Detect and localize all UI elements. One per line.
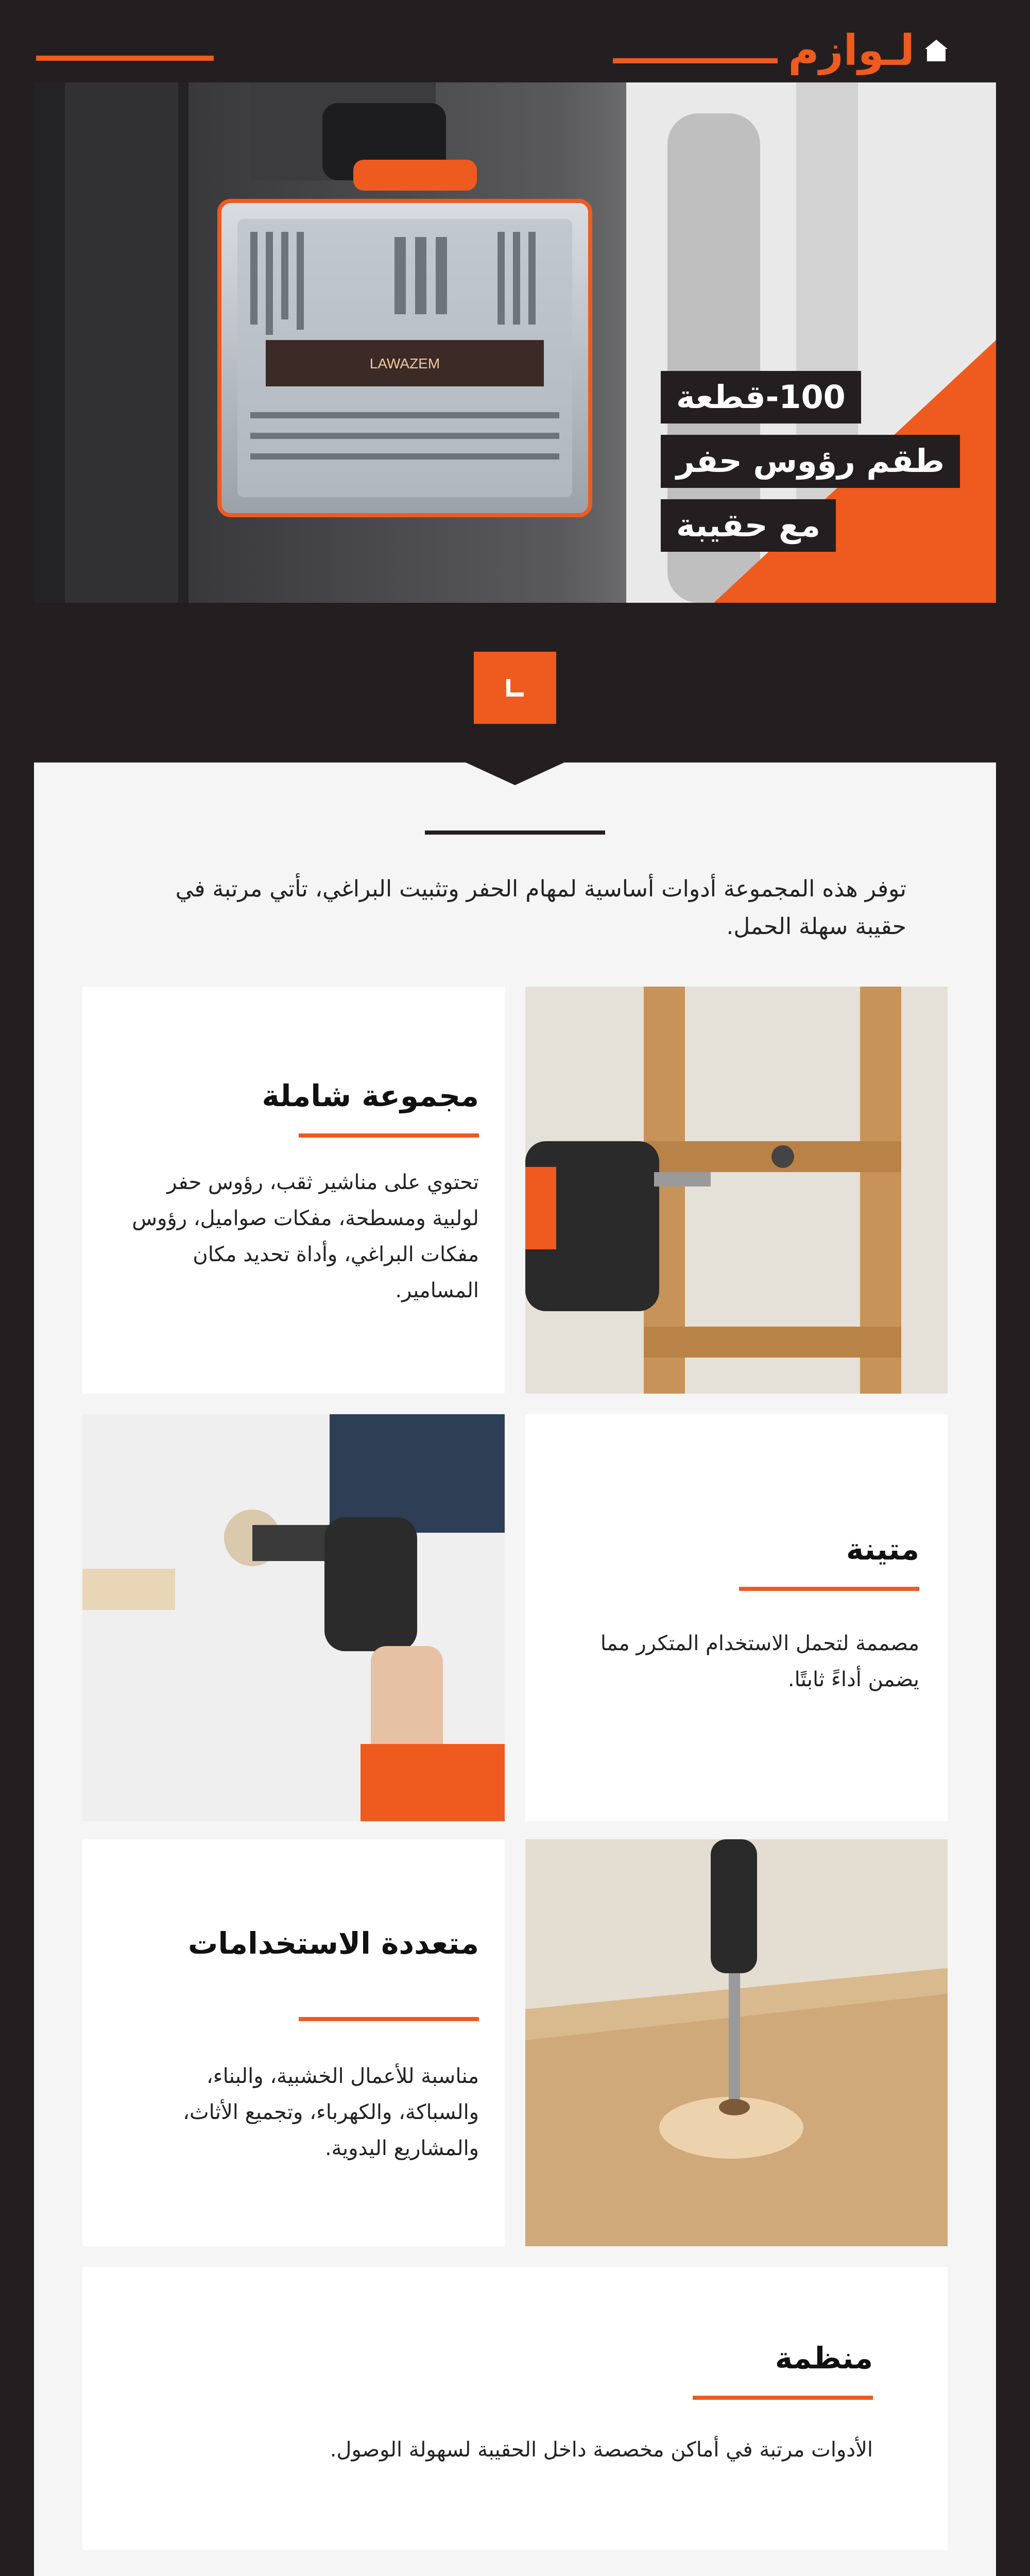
photo-hole-saw [82,1414,505,1821]
hero-caption-line-1: 100-قطعة [661,371,861,423]
feature-title: متينة [846,1532,919,1567]
panel-notch [464,761,566,785]
feature-rule [693,2396,873,2400]
feature-card-organized [82,2267,948,2550]
house-icon [925,40,948,62]
intro-divider [425,831,605,835]
header-accent-line [36,56,214,61]
feature-title: مجموعة شاملة [262,1078,479,1113]
feature-card-durable [525,1414,948,1821]
svg-text:LAWAZEM: LAWAZEM [369,355,440,371]
hero-caption-line-2: طقم رؤوس حفر [661,435,960,487]
feature-card-versatile [82,1839,505,2246]
intro-text: توفر هذه المجموعة أدوات أساسية لمهام الحفر وتثبيت البراغي، تأتي مرتبة في حقيبة سهلة الحمل. [175,876,906,940]
brand-badge-icon [474,652,556,724]
feature-title: متعددة الاستخدامات [188,1926,479,1961]
feature-rule [299,2017,479,2021]
hero-caption-line-3: مع حقيبة [661,499,836,552]
brand-logo[interactable] [613,26,948,75]
hero-caption [661,371,960,552]
feature-title: منظمة [775,2341,873,2376]
feature-rule [299,1133,479,1138]
hero-banner [34,82,996,603]
feature-card-comprehensive [82,987,505,1394]
photo-drill-ladder [525,987,948,1394]
feature-text: الأدوات مرتبة في أماكن مخصصة داخل الحقيبة لسهولة الوصول. [330,2438,873,2462]
feature-rule [739,1587,919,1591]
photo-drilling-wood [525,1839,948,2246]
feature-text: تحتوي على مناشير ثقب، رؤوس حفر لولبية ومسطحة، مفكات صواميل، رؤوس مفكات البراغي، وأداة تحديد مكان المسامير. [132,1171,479,1302]
feature-text: مناسبة للأعمال الخشبية، والبناء، والسباكة، والكهرباء، وتجميع الأثاث، والمشاريع اليدوية. [183,2064,479,2160]
brand-name: لـوازم [788,26,915,75]
logo-underline [613,58,778,63]
feature-text: مصممة لتحمل الاستخدام المتكرر مما يضمن أداءً ثابتًا. [600,1632,919,1691]
